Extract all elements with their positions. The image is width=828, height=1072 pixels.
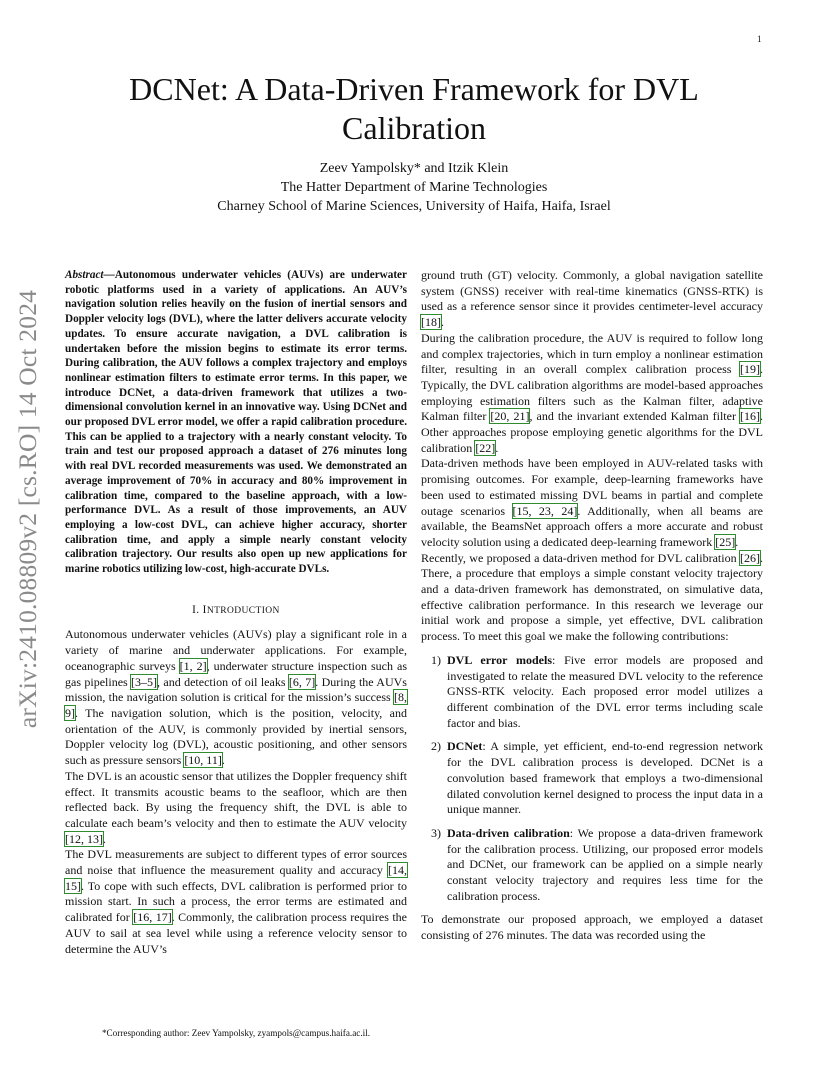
citation-link[interactable]: [16] <box>740 409 761 424</box>
affiliation-school: Charney School of Marine Sciences, University of Haifa, Haifa, Israel <box>217 199 611 214</box>
citation-link[interactable]: [8, 9] <box>65 690 407 720</box>
citation-link[interactable]: [3–5] <box>131 674 158 689</box>
left-column <box>65 268 407 957</box>
intro-paragraph-4: During the calibration procedure, the AUV is required to follow long and complex trajectories, which in turn employ a nonlinear estimation filter, resulting in an overall complex calibration process [19]. Typically, the DVL calibration algorithms are model-based approaches employing estimation filters such as the Kalman filter, adaptive Kalman filter [20, 21], and the invariant extended Kalman filter [16]. Other approaches propose employing genetic algorithms for the DVL calibration [22]. <box>421 330 764 455</box>
intro-paragraph-7: To demonstrate our proposed approach, we employed a dataset consisting of 276 minutes. The data was recorded using the <box>421 912 763 943</box>
contribution-item: 2) DCNet: A simple, yet efficient, end-to-end regression network for the DVL calibration process is developed. DCNet is a convolution based framework that employs a two-dimensional dilated convolution kernel designed to process the input data in a unique manner. <box>431 739 763 817</box>
affiliation-department: The Hatter Department of Marine Technologies <box>280 180 548 195</box>
citation-link[interactable]: [14, 15] <box>65 863 407 893</box>
intro-paragraph-3: The DVL measurements are subject to different types of error sources and noise that influence the measurement quality and accuracy [14, 15]. To cope with such effects, DVL calibration is performed prior to mission start. In such a process, the error terms are estimated and calibrated for [16, 17]. Commonly, the calibration process requires the AUV to sail at sea level while using a reference velocity sensor to determine the AUV’s <box>65 847 407 956</box>
citation-link[interactable]: [6, 7] <box>288 674 316 689</box>
citation-link[interactable]: [10, 11] <box>184 753 222 768</box>
abstract-label: Abstract <box>65 269 104 281</box>
citation-link[interactable]: [18] <box>421 315 441 330</box>
paper-title: DCNet: A Data-Driven Framework for DVL Calibration <box>129 71 699 146</box>
intro-paragraph-3-continued: ground truth (GT) velocity. Commonly, a global navigation satellite system (GNSS) receiver with real-time kinematics (GNSS-RTK) is used as a reference sensor since it provides centimeter-level accuracy [18]. <box>421 268 763 330</box>
citation-link[interactable]: [16, 17] <box>133 910 172 925</box>
author-names: Zeev Yampolsky* and Itzik Klein <box>319 161 509 176</box>
contribution-item: 1) DVL error models: Five error models are proposed and investigated to relate the measured DVL velocity to the reference GNSS-RTK velocity. Each proposed error model utilizes a different combination of the DVL error terms including scale factor and bias. <box>431 652 763 730</box>
intro-paragraph-2: The DVL is an acoustic sensor that utilizes the Doppler frequency shift effect. It transmits acoustic beams to the seafloor, which are then reflected back. By using the frequency shift, the DVL is able to calculate each beam’s velocity and then to estimate the AUV velocity [12, 13]. <box>65 768 407 846</box>
abstract <box>65 268 407 577</box>
corresponding-author-footnote: *Corresponding author: Zeev Yampolsky, zyampols@campus.haifa.ac.il. <box>101 1028 371 1038</box>
citation-link[interactable]: [22] <box>475 440 496 455</box>
citation-link[interactable]: [12, 13] <box>65 831 103 846</box>
contribution-item: 3) Data-driven calibration: We propose a data-driven framework for the calibration process. Utilizing, our proposed error models and DCNet, our framework can be applied on a simple nearly constant velocity trajectory and requires less time for the calibration process. <box>431 825 763 903</box>
intro-paragraph-1: Autonomous underwater vehicles (AUVs) play a significant role in a variety of marine and underwater applications. For example, oceanographic surveys [1, 2], underwater structure inspection such as gas pipelines [3–5], and detection of oil leaks [6, 7]. During the AUVs mission, the navigation solution is critical for the mission’s success [8, 9]. The navigation solution, which is the position, velocity, and orientation of the AUV, is commonly provided by inertial sensors, Doppler velocity log (DVL), acoustic positioning, and other sensors such as pressure sensors [10, 11]. <box>65 627 407 768</box>
citation-link[interactable]: [15, 23, 24] <box>512 503 578 518</box>
arxiv-identifier <box>8 288 48 730</box>
citation-link[interactable]: [20, 21] <box>490 409 530 424</box>
author-block <box>100 159 728 216</box>
contribution-list <box>421 653 763 905</box>
citation-link[interactable]: [25] <box>715 534 736 549</box>
citation-link[interactable]: [19] <box>740 362 760 377</box>
intro-paragraph-6: Recently, we proposed a data-driven method for DVL calibration [26]. There, a procedure that employs a simple constant velocity trajectory and a data-driven framework has demonstrated, on simulative data, effective calibration performance. In this research we leverage our initial work and propose a simple, yet effective, DVL calibration process. To meet this goal we make the following contributions: <box>421 550 763 644</box>
page-number: 1 <box>757 34 762 44</box>
intro-paragraph-5: Data-driven methods have been employed in AUV-related tasks with promising outcomes. For example, deep-learning frameworks have been used to estimated missing DVL beams in partial and complete outage scenarios [15, 23, 24]. Additionally, when all beams are available, the BeamsNet approach offers a more accurate and robust velocity solution using a dedicated deep-learning framework [25]. <box>421 456 764 549</box>
citation-link[interactable]: [26] <box>740 550 760 565</box>
right-column <box>421 268 763 944</box>
section-heading-introduction: I. INTRODUCTION <box>192 603 280 616</box>
citation-link[interactable]: [1, 2] <box>179 658 207 673</box>
arxiv-identifier-text: arXiv:2410.08809v2 [cs.RO] 14 Oct 2024 <box>13 289 42 729</box>
abstract-text: —Autonomous underwater vehicles (AUVs) are underwater robotic platforms used in a variety of applications. An AUV’s navigation solution relies heavily on the fusion of inertial sensors and Doppler velocity logs (DVL), where the latter delivers accurate velocity updates. To ensure accurate navigation, a DVL calibration is undertaken before the mission begins to estimate its error terms. During calibration, the AUV follows a complex trajectory and employs nonlinear estimation filters to estimate error terms. In this paper, we introduce DCNet, a data-driven framework that utilizes a two-dimensional convolution kernel in an innovative way. Using DCNet and our proposed DVL error model, we offer a rapid calibration procedure. This can be applied to a trajectory with a nearly constant velocity. To train and test our proposed approach a dataset of 276 minutes long with real DVL recorded measurements was used. We demonstrated an average improvement of 70% in accuracy and 80% improvement in calibration time, compared to the baseline approach, with a low-performance DVL. As a result of those improvements, an AUV employing a low-cost DVL, can achieve higher accuracy, shorter calibration time, and apply a simple nearly constant velocity calibration trajectory. Our results also open up new applications for marine robotics utilizing low-cost, high-accurate DVLs. <box>65 269 407 576</box>
